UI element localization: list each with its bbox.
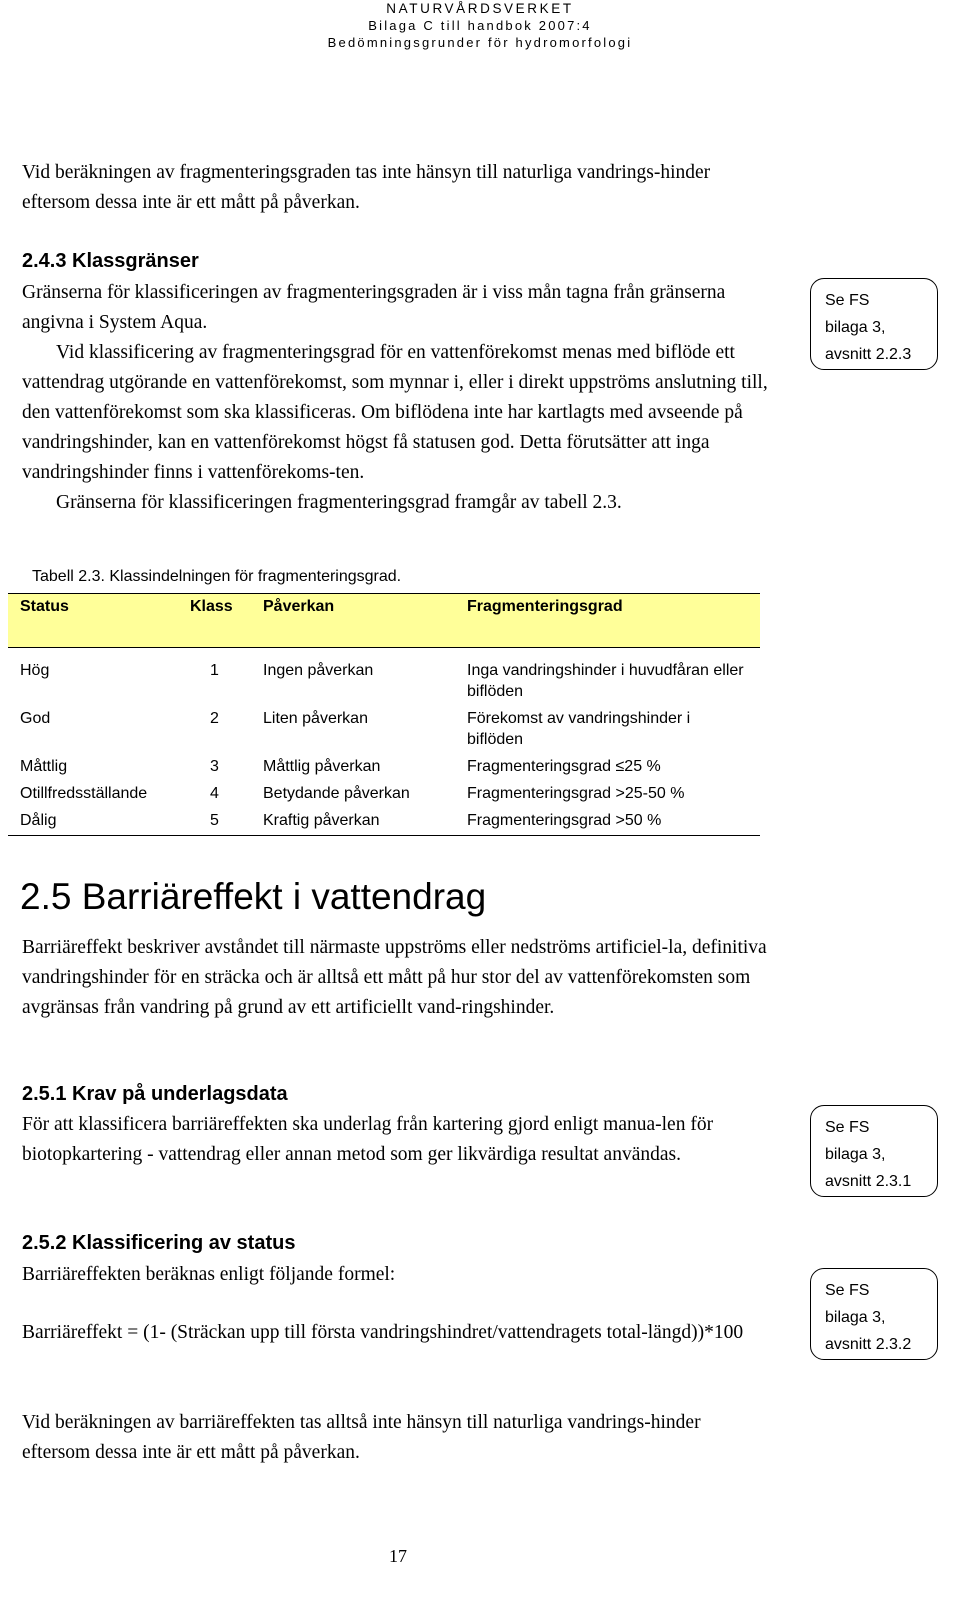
section-2-5-2-intro: Barriäreffekten beräknas enligt följande formel:	[22, 1264, 396, 1285]
table-row	[8, 706, 760, 754]
table-caption: Tabell 2.3. Klassindelningen för fragmenteringsgrad.	[32, 568, 402, 585]
cell-fragmentering: Fragmenteringsgrad >25-50 %	[467, 785, 685, 802]
reference-line: bilaga 3,	[825, 319, 886, 336]
paragraph: Vid klassificering av fragmenteringsgrad för en vattenförekomst menas med biflöde ett vattendrag utgörande en vattenförekomst, som mynnar i, eller i direkt uppströms anslutning till, den vattenförekomst som ska klassificeras. Om biflödena inte har kartlagts med avseende på vandringshinder, kan en vattenförekomst högst få statusen god. Detta förutsätter att inga vandringshinder finns i vattenförekoms-ten.	[22, 342, 768, 483]
heading-2-4-3: 2.4.3 Klassgränser	[22, 250, 199, 272]
reference-line: Se FS	[825, 1282, 870, 1299]
cell-fragmentering: Inga vandringshinder i huvudfåran eller biflöden	[455, 648, 760, 707]
reference-line: avsnitt 2.2.3	[825, 346, 912, 363]
cell-klass: 2	[210, 710, 219, 727]
table-row	[8, 648, 760, 707]
heading-2-5-1: 2.5.1 Krav på underlagsdata	[22, 1083, 288, 1105]
running-header	[0, 0, 960, 51]
page-number: 17	[389, 1546, 407, 1566]
cell-fragmentering: Förekomst av vandringshinder i biflöden	[467, 710, 691, 748]
cell-paverkan: Betydande påverkan	[263, 785, 410, 802]
section-2-5-1-body: För att klassificera barriäreffekten ska underlag från kartering gjord enligt manua-len för biotopkartering - vattendrag eller annan metod som ger likvärdiga resultat användas.	[22, 1114, 714, 1165]
reference-box	[810, 1268, 938, 1360]
column-header: Klass	[178, 594, 251, 648]
reference-line: Se FS	[825, 292, 870, 309]
heading-2-5-2: 2.5.2 Klassificering av status	[22, 1232, 296, 1254]
intro-paragraph: Vid beräkningen av fragmenteringsgraden tas inte hänsyn till naturliga vandrings-hinder eftersom dessa inte är ett mått på påverkan.	[22, 162, 711, 213]
heading-2-5: 2.5 Barriäreffekt i vattendrag	[20, 876, 487, 917]
paragraph: Gränserna för klassificeringen av fragmenteringsgraden är i viss mån tagna från gränserna angivna i System Aqua.	[22, 282, 726, 333]
paragraph: Gränserna för klassificeringen fragmenteringsgrad framgår av tabell 2.3.	[56, 492, 622, 513]
cell-fragmentering: Fragmenteringsgrad >50 %	[455, 808, 760, 836]
header-subject: Bedömningsgrunder för hydromorfologi	[327, 35, 633, 50]
cell-paverkan: Måttlig påverkan	[263, 758, 381, 775]
reference-box	[810, 1105, 938, 1197]
cell-status: God	[20, 710, 51, 727]
reference-line: avsnitt 2.3.1	[825, 1173, 912, 1190]
column-header: Påverkan	[251, 594, 455, 648]
reference-line: avsnitt 2.3.2	[825, 1336, 912, 1353]
cell-klass: 4	[210, 785, 219, 802]
cell-paverkan: Kraftig påverkan	[251, 808, 455, 836]
cell-status: Hög	[8, 648, 178, 707]
cell-status: Otillfredsställande	[20, 785, 148, 802]
column-header: Fragmenteringsgrad	[455, 594, 760, 648]
table-row	[8, 808, 760, 836]
section-2-5-body: Barriäreffekt beskriver avståndet till närmaste uppströms eller nedströms artificiel-la, definitiva vandringshinder för en sträcka och är alltså ett mått på hur stor del av vattenförekomsten som avgränsas från vandring på grund av ett artificiellt vand-ringshinder.	[22, 937, 767, 1018]
reference-line: bilaga 3,	[825, 1309, 886, 1326]
classification-table	[8, 593, 760, 836]
section-2-4-3-body	[22, 278, 772, 518]
cell-fragmentering: Fragmenteringsgrad ≤25 %	[467, 758, 661, 775]
cell-klass: 1	[178, 648, 251, 707]
formula: Barriäreffekt = (1- (Sträckan upp till första vandringshindret/vattendragets total-längd))*100	[22, 1322, 744, 1343]
cell-klass: 5	[178, 808, 251, 836]
cell-paverkan: Ingen påverkan	[251, 648, 455, 707]
header-handbook: Bilaga C till handbok 2007:4	[368, 18, 592, 33]
table-header-row	[8, 594, 760, 648]
cell-status: Måttlig	[20, 758, 68, 775]
cell-klass: 3	[210, 758, 219, 775]
reference-line: bilaga 3,	[825, 1146, 886, 1163]
table-row	[8, 781, 760, 808]
cell-paverkan: Liten påverkan	[263, 710, 368, 727]
header-org: NATURVÅRDSVERKET	[386, 1, 574, 16]
column-header: Status	[8, 594, 178, 648]
reference-box	[810, 278, 938, 370]
reference-line: Se FS	[825, 1119, 870, 1136]
cell-status: Dålig	[8, 808, 178, 836]
section-2-5-2-note: Vid beräkningen av barriäreffekten tas alltså inte hänsyn till naturliga vandrings-hinder eftersom dessa inte är ett mått på påverkan.	[22, 1412, 701, 1463]
table-row	[8, 754, 760, 781]
